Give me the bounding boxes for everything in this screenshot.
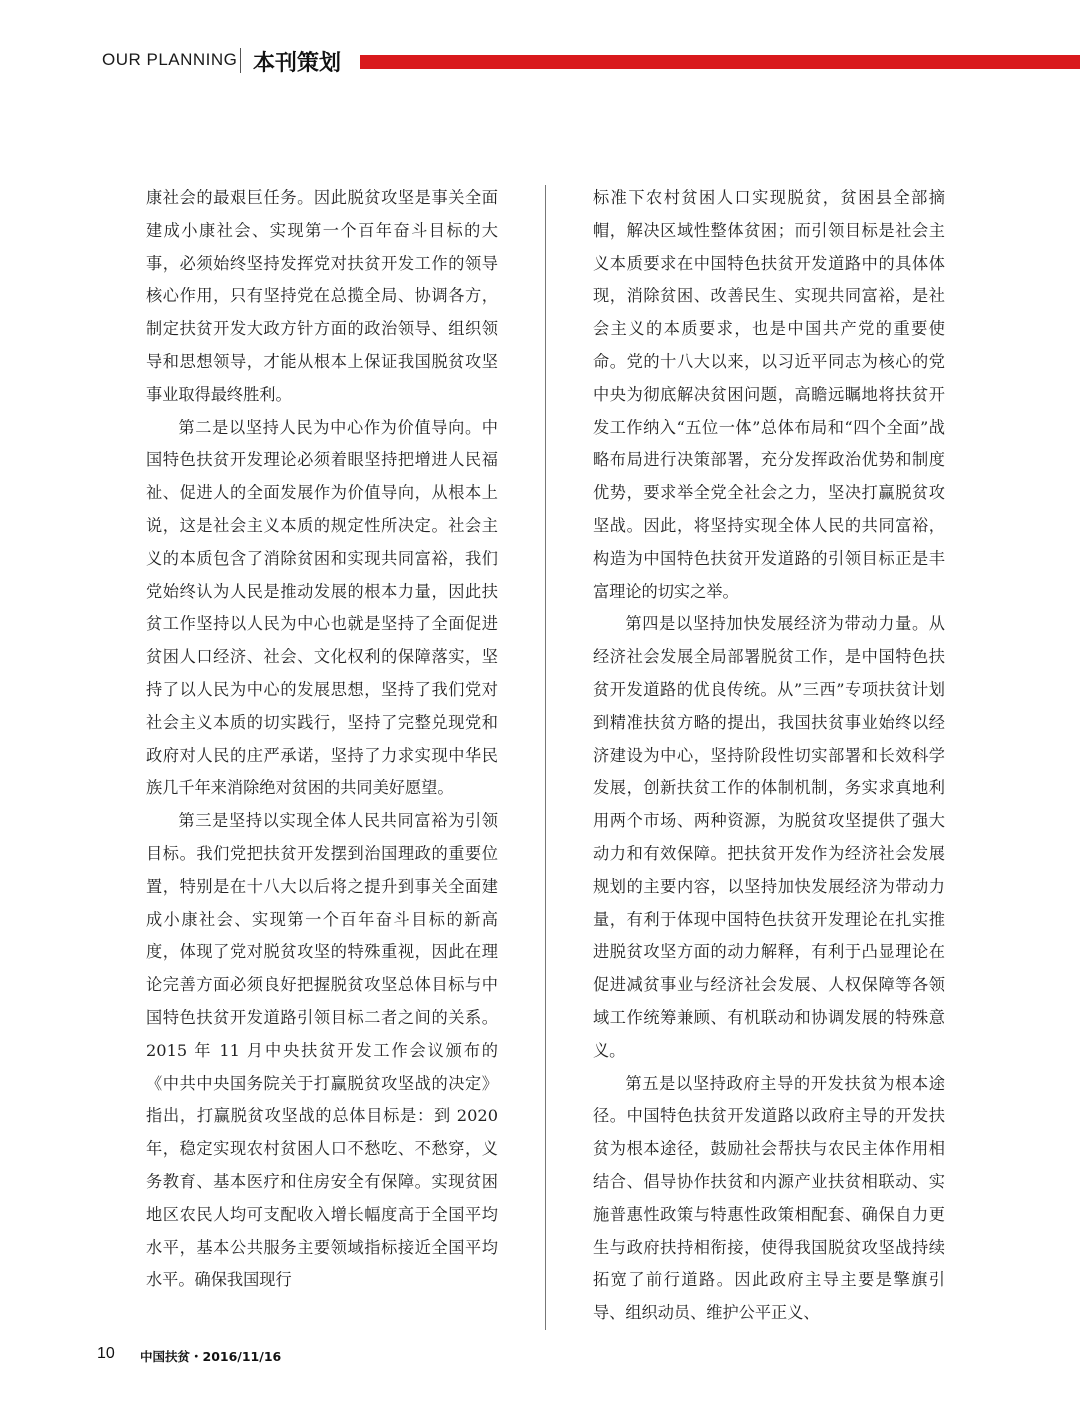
header-divider <box>240 48 241 73</box>
page-footer <box>0 1345 1080 1375</box>
magazine-issue: 中国扶贫・2016/11/16 <box>140 1349 282 1364</box>
paragraph: 第五是以坚持政府主导的开发扶贫为根本途径。中国特色扶贫开发道路以政府主导的开发扶贫为根本途径，鼓励社会帮扶与农民主体作用相结合、倡导协作扶贫和内源产业扶贫相联动、实施普惠性政策与特惠性政策相配套、确保自力更生与政府扶持相衔接，使得我国脱贫攻坚战持续拓宽了前行道路。因此政府主导主要是擎旗引导、组织动员、维护公平正义、 <box>593 1073 945 1323</box>
section-label-en: OUR PLANNING <box>102 50 238 69</box>
section-label-cn: 本刊策划 <box>253 51 342 76</box>
column-divider <box>545 185 546 1330</box>
page-number: 10 <box>97 1345 115 1362</box>
article-column-left <box>146 182 498 1297</box>
paragraph: 第二是以坚持人民为中心作为价值导向。中国特色扶贫开发理论必须着眼坚持把增进人民福祉、促进人的全面发展作为价值导向，从根本上说，这是社会主义本质的规定性所决定。社会主义的本质包含了消除贫困和实现共同富裕，我们党始终认为人民是推动发展的根本力量，因此扶贫工作坚持以人民为中心也就是坚持了全面促进贫困人口经济、社会、文化权利的保障落实，坚持了以人民为中心的发展思想，坚持了我们党对社会主义本质的切实践行，坚持了完整兑现党和政府对人民的庄严承诺，坚持了力求实现中华民族几千年来消除绝对贫困的共同美好愿望。 <box>146 417 498 798</box>
paragraph: 第三是坚持以实现全体人民共同富裕为引领目标。我们党把扶贫开发摆到治国理政的重要位置，特别是在十八大以后将之提升到事关全面建成小康社会、实现第一个百年奋斗目标的新高度，体现了党对脱贫攻坚的特殊重视，因此在理论完善方面必须良好把握脱贫攻坚总体目标与中国特色扶贫开发道路引领目标二者之间的关系。2015 年 11 月中央扶贫开发工作会议颁布的《中共中央国务院关于打赢脱贫攻坚战的决定》指出，打赢脱贫攻坚战的总体目标是：到 2020 年，稳定实现农村贫困人口不愁吃、不愁穿，义务教育、基本医疗和住房安全有保障。实现贫困地区农民人均可支配收入增长幅度高于全国平均水平，基本公共服务主要领域指标接近全国平均水平。确保我国现行 <box>146 811 498 1290</box>
article-column-right <box>593 182 945 1330</box>
paragraph: 标准下农村贫困人口实现脱贫，贫困县全部摘帽，解决区域性整体贫困；而引领目标是社会主义本质要求在中国特色扶贫开发道路中的具体体现，消除贫困、改善民生、实现共同富裕，是社会主义的本质要求，也是中国共产党的重要使命。党的十八大以来，以习近平同志为核心的党中央为彻底解决贫困问题，高瞻远瞩地将扶贫开发工作纳入“五位一体”总体布局和“四个全面”战略布局进行决策部署，充分发挥政治优势和制度优势，要求举全党全社会之力，坚决打赢脱贫攻坚战。因此，将坚持实现全体人民的共同富裕，构造为中国特色扶贫开发道路的引领目标正是丰富理论的切实之举。 <box>593 188 945 601</box>
header-accent-bar <box>360 55 1080 69</box>
page-header <box>0 0 1080 90</box>
paragraph: 康社会的最艰巨任务。因此脱贫攻坚是事关全面建成小康社会、实现第一个百年奋斗目标的大事，必须始终坚持发挥党对扶贫开发工作的领导核心作用，只有坚持党在总揽全局、协调各方，制定扶贫开发大政方针方面的政治领导、组织领导和思想领导，才能从根本上保证我国脱贫攻坚事业取得最终胜利。 <box>146 188 498 404</box>
paragraph: 第四是以坚持加快发展经济为带动力量。从经济社会发展全局部署脱贫工作，是中国特色扶贫开发道路的优良传统。从”三西”专项扶贫计划到精准扶贫方略的提出，我国扶贫事业始终以经济建设为中心，坚持阶段性切实部署和长效科学发展，创新扶贫工作的体制机制，务实求真地利用两个市场、两种资源，为脱贫攻坚提供了强大动力和有效保障。把扶贫开发作为经济社会发展规划的主要内容，以坚持加快发展经济为带动力量，有利于体现中国特色扶贫开发理论在扎实推进脱贫攻坚方面的动力解释，有利于凸显理论在促进减贫事业与经济社会发展、人权保障等各领域工作统筹兼顾、有机联动和协调发展的特殊意义。 <box>593 614 945 1060</box>
